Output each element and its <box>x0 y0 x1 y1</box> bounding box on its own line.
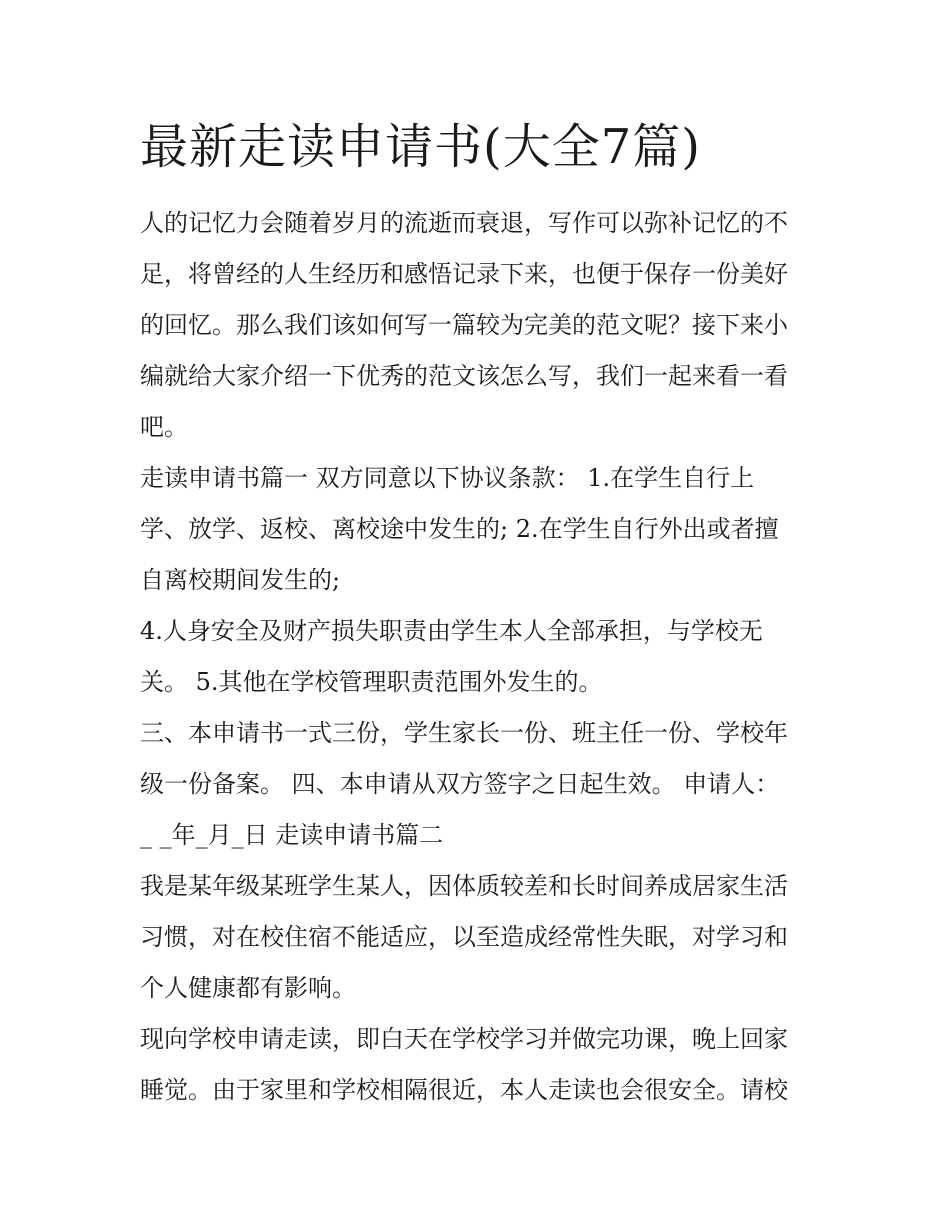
paragraph-line: 我是某年级某班学生某人，因体质较差和长时间养成居家生活 <box>140 872 788 900</box>
paragraph-line: 人的记忆力会随着岁月的流逝而衰退，写作可以弥补记忆的不 <box>140 209 788 237</box>
paragraph-line: 学、放学、返校、离校途中发生的; 2.在学生自行外出或者擅 <box>140 515 779 543</box>
paragraph-line: 关。 5.其他在学校管理职责范围外发生的。 <box>140 668 603 696</box>
paragraph-line: 级一份备案。 四、本申请从双方签字之日起生效。 申请人： <box>140 770 780 798</box>
paragraph-line: 现向学校申请走读，即白天在学校学习并做完功课，晚上回家 <box>140 1025 788 1053</box>
document-body <box>140 198 820 1116</box>
paragraph-line: 习惯，对在校住宿不能适应，以至造成经常性失眠，对学习和 <box>140 923 788 951</box>
paragraph-line: 三、本申请书一式三份，学生家长一份、班主任一份、学校年 <box>140 719 788 747</box>
paragraph-line: 的回忆。那么我们该如何写一篇较为完美的范文呢？接下来小 <box>140 311 788 339</box>
paragraph-line: 4.人身安全及财产损失职责由学生本人全部承担，与学校无 <box>140 617 763 645</box>
paragraph-line: 走读申请书篇一 双方同意以下协议条款： 1.在学生自行上 <box>140 464 755 492</box>
paragraph-line: _ _年_月_日 走读申请书篇二 <box>140 821 444 849</box>
paragraph-line: 足，将曾经的人生经历和感悟记录下来，也便于保存一份美好 <box>140 260 788 288</box>
page-title: 最新走读申请书(大全7篇) <box>140 119 701 175</box>
paragraph-line: 个人健康都有影响。 <box>140 974 356 1002</box>
paragraph-line: 睡觉。由于家里和学校相隔很近，本人走读也会很安全。请校 <box>140 1076 788 1104</box>
paragraph-line: 编就给大家介绍一下优秀的范文该怎么写，我们一起来看一看 <box>140 362 788 390</box>
paragraph-line: 自离校期间发生的; <box>140 566 341 594</box>
paragraph-line: 吧。 <box>140 413 188 441</box>
